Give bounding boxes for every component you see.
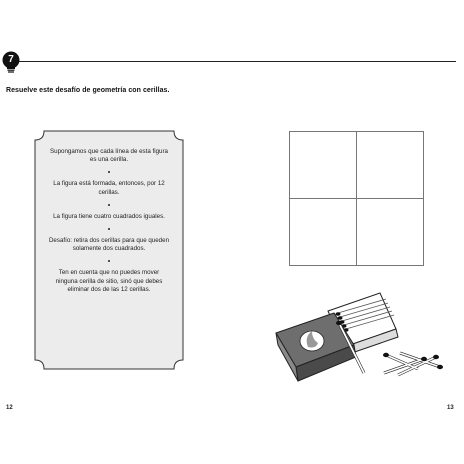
header-rule — [8, 61, 456, 62]
matchstick-figure — [289, 131, 424, 266]
bullet-dot — [108, 171, 110, 173]
card-paragraph-3: La figura tiene cuatro cuadrados iguales. — [53, 212, 165, 220]
figure-horizontal-line — [290, 198, 423, 199]
card-paragraph-5: Ten en cuenta que no puedes mover ninguna cerilla de sitio, sinó que debes eliminar dos de las 12 cerillas. — [55, 269, 163, 293]
card-paragraph-1: Supongamos que cada línea de esta figura es una cerilla. — [50, 148, 168, 164]
puzzle-number: 7 — [8, 54, 14, 65]
bullet-dot — [108, 228, 110, 230]
card-paragraph-4: Desafío: retira dos cerillas para que queden solamente dos cuadrados. — [48, 237, 170, 253]
card-paragraph-2: La figura está formada, entonces, por 12 cerillas. — [53, 180, 165, 196]
lightbulb-icon — [2, 51, 20, 73]
matchbox-illustration — [268, 285, 458, 395]
bullet-dot — [108, 260, 110, 262]
page-number-right: 13 — [447, 405, 454, 411]
instruction-text: Resuelve este desafío de geometría con cerillas. — [6, 87, 170, 94]
page-number-left: 12 — [6, 405, 13, 411]
instruction-card — [34, 130, 184, 370]
bullet-dot — [108, 204, 110, 206]
